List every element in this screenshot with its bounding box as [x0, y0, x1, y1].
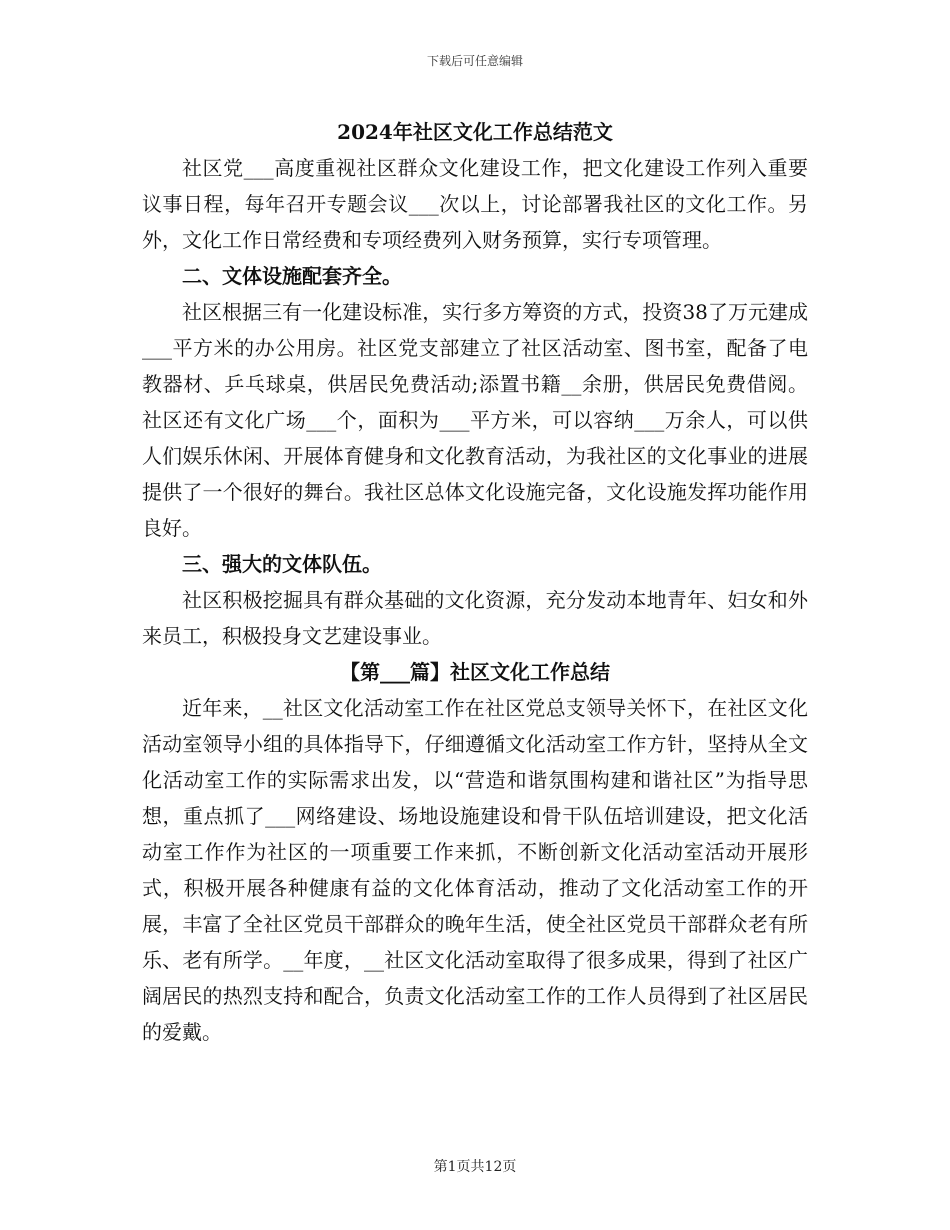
section-heading-team: 三、强大的文体队伍。: [182, 552, 382, 576]
section-heading-facilities: 二、文体设施配套齐全。: [182, 264, 402, 288]
document-title: 2024年社区文化工作总结范文: [337, 120, 613, 144]
document-body: [142, 114, 808, 1050]
facilities-paragraph: 社区根据三有一化建设标准，实行多方筹资的方式，投资38了万元建成___平方米的办公用房。社区党支部建立了社区活动室、图书室，配备了电教器材、乒乓球桌，供居民免费活动;添置书籍__余册，供居民免费借阅。社区还有文化广场___个，面积为___平方米，可以容纳___万余人，可以供人们娱乐休闲、开展体育健身和文化教育活动，为我社区的文化事业的进展提供了一个很好的舞台。我社区总体文化设施完备，文化设施发挥功能作用良好。: [142, 300, 808, 540]
page-header-note: 下载后可任意编辑: [426, 54, 523, 68]
article-paragraph: 近年来，__社区文化活动室工作在社区党总支领导关怀下，在社区文化活动室领导小组的具体指导下，仔细遵循文化活动室工作方针，坚持从全文化活动室工作的实际需求出发，以“营造和谐氛围构建和谐社区”为指导思想，重点抓了___网络建设、场地设施建设和骨干队伍培训建设，把文化活动室工作作为社区的一项重要工作来抓，不断创新文化活动室活动开展形式，积极开展各种健康有益的文化体育活动，推动了文化活动室工作的开展，丰富了全社区党员干部群众的晚年生活，使全社区党员干部群众老有所乐、老有所学。__年度，__社区文化活动室取得了很多成果，得到了社区广阔居民的热烈支持和配合，负责文化活动室工作的工作人员得到了社区居民的爱戴。: [142, 696, 808, 1044]
intro-paragraph: 社区党___高度重视社区群众文化建设工作，把文化建设工作列入重要议事日程，每年召开专题会议___次以上，讨论部署我社区的文化工作。另外，文化工作日常经费和专项经费列入财务预算，实行专项管理。: [142, 156, 808, 252]
article-title: 【第___篇】社区文化工作总结: [340, 660, 610, 684]
page-number: 第1页共12页: [433, 1159, 517, 1175]
team-paragraph: 社区积极挖掘具有群众基础的文化资源，充分发动本地青年、妇女和外来员工，积极投身文艺建设事业。: [142, 588, 808, 648]
